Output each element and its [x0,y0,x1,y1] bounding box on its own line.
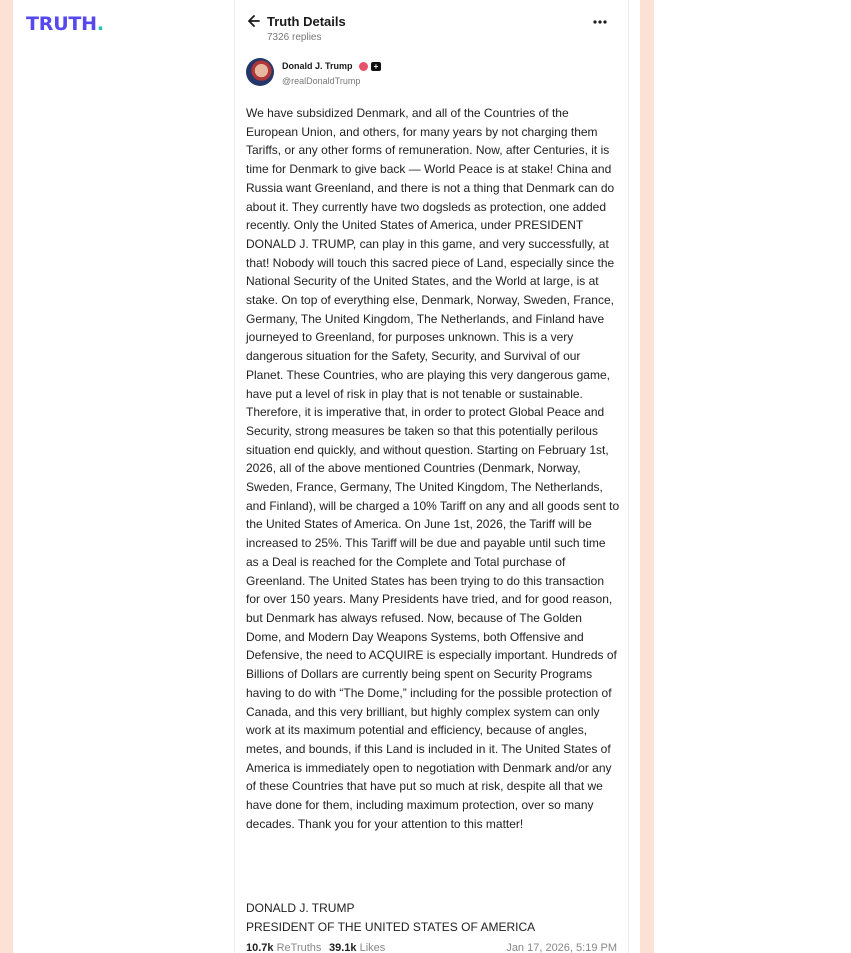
post-timestamp: Jan 17, 2026, 5:19 PM [506,942,617,953]
signature-name: DONALD J. TRUMP [246,901,355,915]
author-name[interactable]: Donald J. Trump [282,61,353,71]
replies-count: 7326 replies [267,32,322,43]
arrow-left-icon[interactable] [246,13,262,29]
post-signature [246,899,620,937]
post-text: We have subsidized Denmark, and all of the Countries of the European Union, and others, for many years by not charging them Tariffs, or any other forms of remuneration. Now, after Centuries, it is time for Denmark to give back — World Peace is at stake! China and Russia want Greenland, and there is not a thing that Denmark can do about it. They currently have two dogsleds as protection, one added recently. Only the United States of America, under PRESIDENT DONALD J. TRUMP, can play in this game, and very successfully, at that! Nobody will touch this sacred piece of Land, especially since the National Security of the United States, and the World at large, is at stake. On top of everything else, Denmark, Norway, Sweden, France, Germany, The United Kingdom, The Netherlands, and Finland have journeyed to Greenland, for purposes unknown. This is a very dangerous situation for the Safety, Security, and Survival of our Planet. These Countries, who are playing this very dangerous game, have put a level of risk in play that is not tenable or sustainable. Therefore, it is imperative that, in order to protect Global Peace and Security, strong measures be taken so that this potentially perilous situation end quickly, and without question. Starting on February 1st, 2026, all of the above mentioned Countries (Denmark, Norway, Sweden, France, Germany, The United Kingdom, The Netherlands, and Finland), will be charged a 10% Tariff on any and all goods sent to the United States of America. On June 1st, 2026, the Tariff will be increased to 25%. This Tariff will be due and payable until such time as a Deal is reached for the Complete and Total purchase of Greenland. The United States has been trying to do this transaction for over 150 years. Many Presidents have tried, and for good reason, but Denmark has always refused. Now, because of The Golden Dome, and Modern Day Weapons Systems, both Offensive and Defensive, the need to ACQUIRE is especially important. Hundreds of Billions of Dollars are currently being spent on Security Programs having to do with “The Dome,” including for the possible protection of Canada, and this very brilliant, but highly complex system can only work at its maximum potential and efficiency, because of angles, metes, and bounds, if this Land is included in it. The United States of America is immediately open to negotiation with Denmark and/or any of these Countries that have put so much at risk, despite all that we have done for them, including maximum protection, over so many decades. Thank you for your attention to this matter! [246,106,620,831]
avatar[interactable] [246,58,274,86]
verified-icon [359,62,368,71]
retruths-stat[interactable]: 10.7k ReTruths [246,942,322,953]
plus-badge-icon: + [371,62,381,71]
page-title: Truth Details [267,14,346,29]
more-horizontal-icon[interactable] [592,18,608,26]
likes-stat[interactable]: 39.1k Likes [329,942,386,953]
page-background-left [0,0,13,953]
page-background-right [640,0,654,953]
truth-logo[interactable]: TRUTH. [26,13,104,35]
author-handle[interactable]: @realDonaldTrump [282,76,361,86]
signature-title: PRESIDENT OF THE UNITED STATES OF AMERICA [246,920,536,934]
